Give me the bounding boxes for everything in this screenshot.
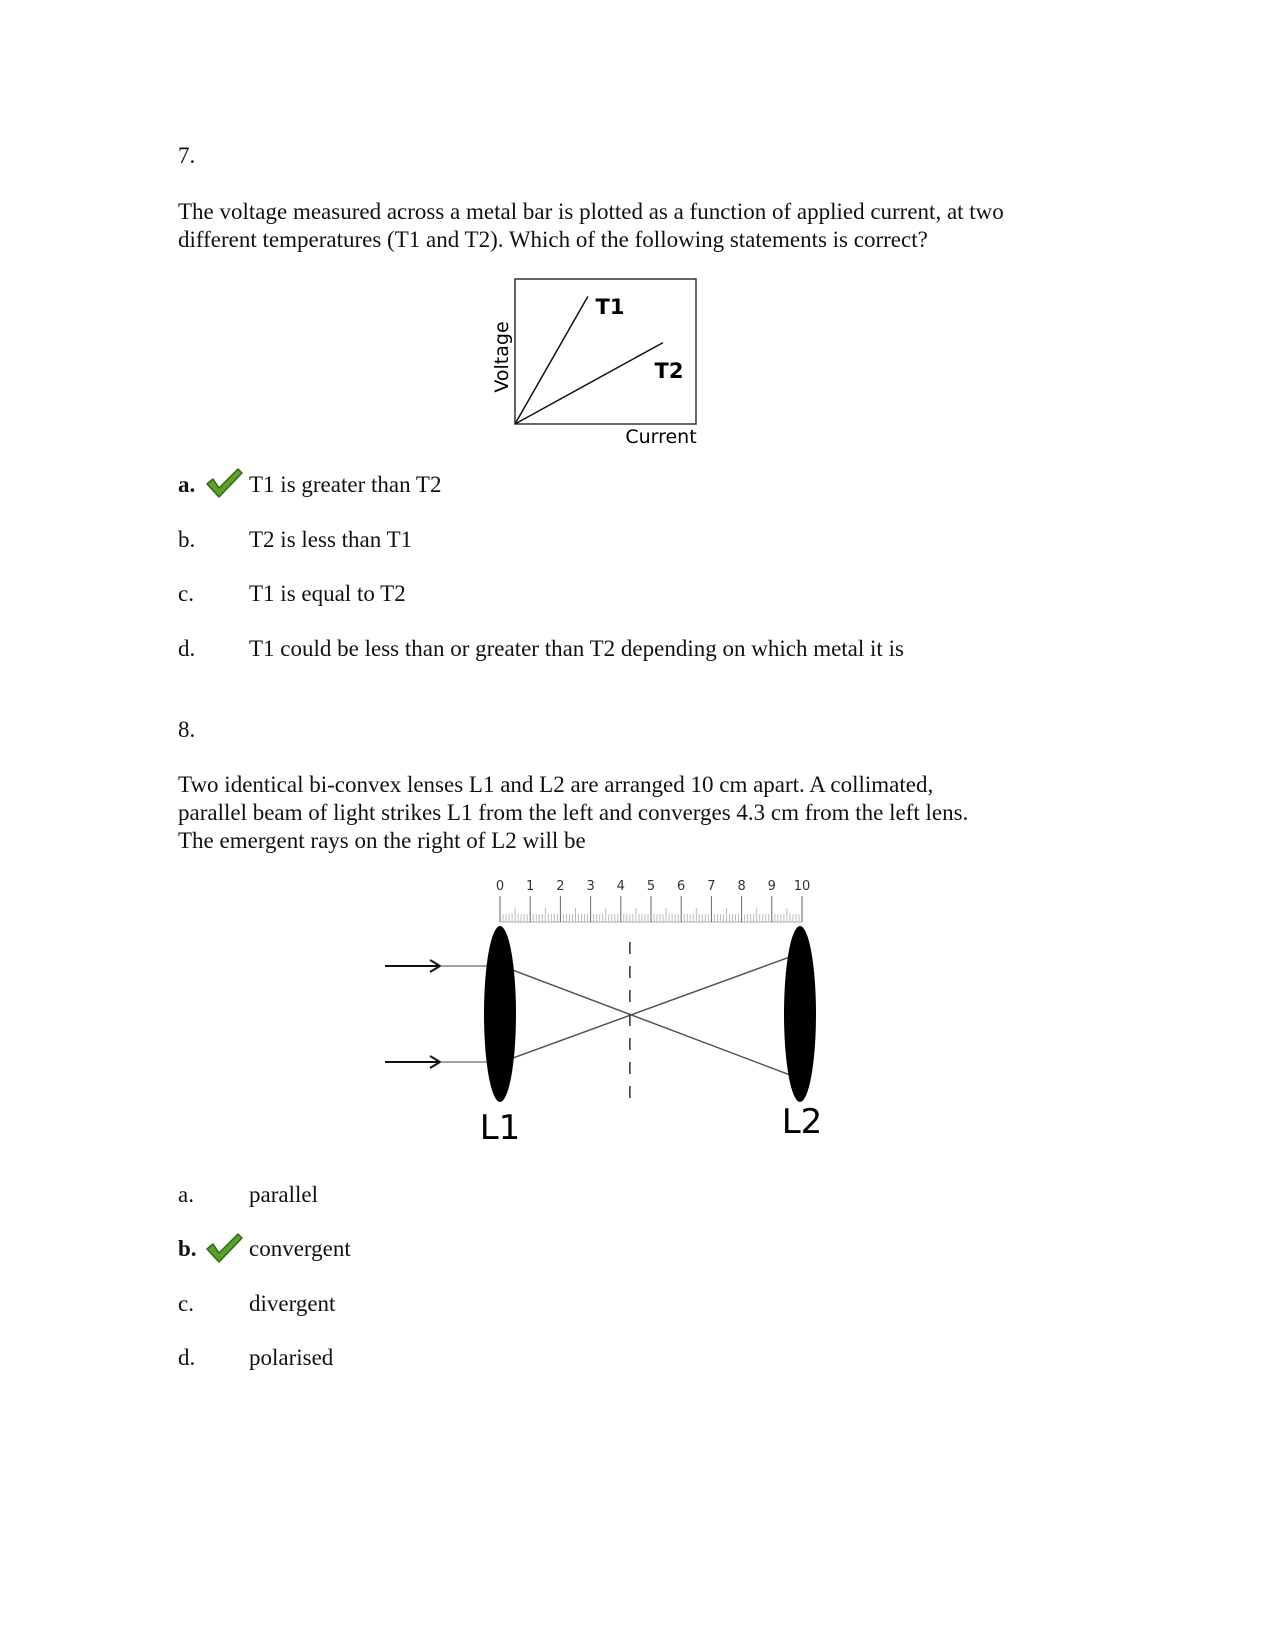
q8-option-c-letter: c.	[178, 1291, 194, 1316]
lens-l1-label: L1	[479, 1108, 521, 1147]
q7-option-d-text[interactable]: T1 could be less than or greater than T2 depending on which metal it is	[249, 636, 904, 661]
ruler-label: 1	[526, 879, 535, 894]
question-8-text	[178, 771, 1078, 855]
ruler-label: 3	[586, 879, 595, 894]
series-t2-label: T2	[654, 359, 684, 383]
q8-option-d-text[interactable]: polarised	[249, 1345, 334, 1370]
q8-option-d-letter: d.	[178, 1345, 196, 1370]
ruler-label: 9	[767, 879, 776, 894]
q7-option-a-letter: a.	[178, 472, 196, 497]
ruler-label: 7	[707, 879, 716, 894]
question-8-text-line: The emergent rays on the right of L2 will be	[178, 828, 586, 853]
lens-l2-label: L2	[781, 1102, 823, 1142]
q8-option-b-letter: b.	[178, 1236, 197, 1261]
ruler-label: 0	[495, 879, 505, 894]
series-t2-line	[515, 343, 663, 424]
lens-diagram	[380, 872, 830, 1147]
ruler-label: 5	[646, 879, 656, 894]
y-axis-label: Voltage	[491, 321, 513, 393]
q8-option-a-letter: a.	[178, 1182, 194, 1207]
refracted-ray	[502, 966, 798, 1078]
lens-l2	[784, 926, 816, 1102]
question-7-text-line: different temperatures (T1 and T2). Which of the following statements is correct?	[178, 227, 928, 252]
series-t1-label: T1	[595, 295, 625, 319]
ruler-label: 4	[616, 879, 625, 894]
ruler-labels	[496, 879, 810, 894]
incoming-arrow	[385, 960, 440, 972]
q7-option-c-text[interactable]: T1 is equal to T2	[249, 581, 406, 606]
q7-option-d-letter: d.	[178, 636, 196, 661]
checkmark-icon	[204, 1231, 244, 1265]
q7-option-a-text[interactable]: T1 is greater than T2	[249, 472, 442, 497]
question-7-number: 7.	[178, 143, 196, 168]
question-8-text-line: Two identical bi-convex lenses L1 and L2 are arranged 10 cm apart. A collimated,	[178, 772, 934, 797]
q7-option-b-text[interactable]: T2 is less than T1	[249, 527, 413, 552]
q8-option-c-text[interactable]: divergent	[249, 1291, 336, 1316]
question-8-text-line: parallel beam of light strikes L1 from the left and converges 4.3 cm from the left lens.	[178, 800, 969, 825]
checkmark-icon	[204, 466, 244, 500]
q8-option-a-text[interactable]: parallel	[249, 1182, 318, 1207]
ruler-label: 8	[737, 879, 746, 894]
voltage-current-graph	[480, 272, 720, 452]
q8-option-b-text[interactable]: convergent	[249, 1236, 351, 1261]
x-axis-label: Current	[625, 426, 697, 448]
ruler-label: 10	[793, 879, 811, 894]
q7-option-b-letter: b.	[178, 527, 196, 552]
series-t1-line	[515, 296, 588, 424]
ruler	[496, 879, 810, 922]
q7-option-c-letter: c.	[178, 581, 194, 606]
ruler-ticks	[500, 896, 802, 922]
refracted-ray	[502, 954, 798, 1062]
incoming-arrow	[385, 1056, 440, 1068]
question-7-text	[178, 198, 1078, 254]
question-7-text-line: The voltage measured across a metal bar is plotted as a function of applied current, at two	[178, 199, 1004, 224]
ruler-label: 2	[556, 879, 565, 894]
lens-l1	[484, 926, 516, 1102]
question-8-number: 8.	[178, 717, 196, 742]
ruler-label: 6	[677, 879, 686, 894]
